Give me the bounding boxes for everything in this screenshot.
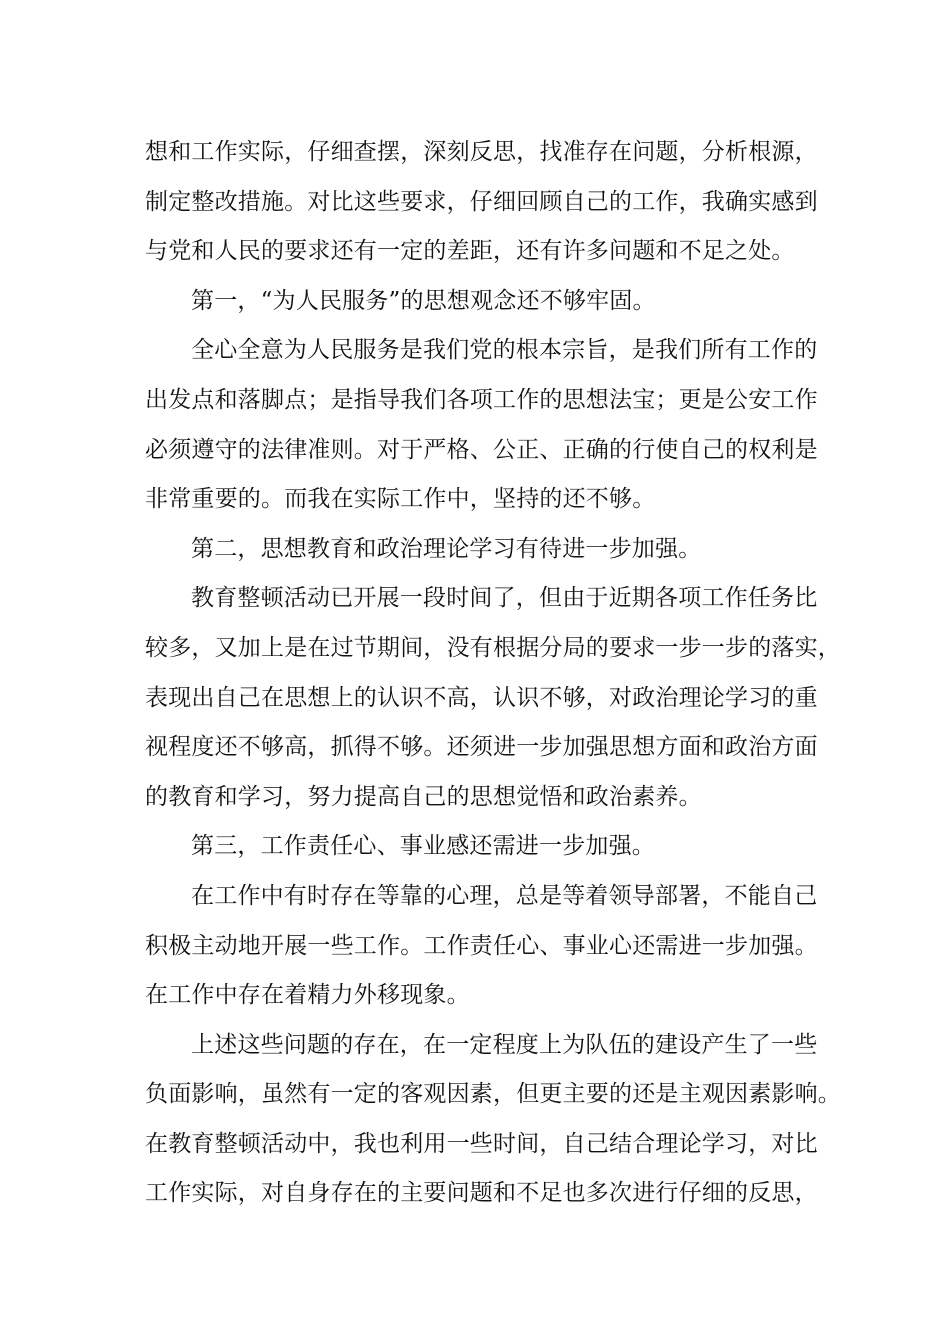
section-heading: 第三，工作责任心、事业感还需进一步加强。 [191,833,655,860]
text-line: 教育整顿活动已开展一段时间了，但由于近期各项工作任务比 [191,585,818,612]
text-line: 较多，又加上是在过节期间，没有根据分局的要求一步一步的落实， [145,634,841,661]
section-heading: 第二，思想教育和政治理论学习有待进一步加强。 [191,535,702,562]
text-line: 积极主动地开展一些工作。工作责任心、事业心还需进一步加强。 [145,932,818,959]
text-line: 工作实际，对自身存在的主要问题和不足也多次进行仔细的反思， [145,1180,818,1207]
text-line: 表现出自己在思想上的认识不高，认识不够，对政治理论学习的重 [145,684,818,711]
text-line: 必须遵守的法律准则。对于严格、公正、正确的行使自己的权利是 [145,436,818,463]
text-line: 想和工作实际，仔细查摆，深刻反思，找准存在问题，分析根源， [145,139,818,165]
text-line: 在工作中有时存在等靠的心理，总是等着领导部署，不能自己 [191,882,818,909]
text-line: 上述这些问题的存在，在一定程度上为队伍的建设产生了一些 [191,1031,818,1058]
text-line: 在工作中存在着精力外移现象。 [145,982,470,1009]
text-line: 制定整改措施。对比这些要求，仔细回顾自己的工作，我确实感到 [145,188,818,215]
text-line: 全心全意为人民服务是我们党的根本宗旨，是我们所有工作的 [191,337,818,364]
text-line: 与党和人民的要求还有一定的差距，还有许多问题和不足之处。 [145,238,795,265]
text-line: 的教育和学习，努力提高自己的思想觉悟和政治素养。 [145,783,702,810]
text-line: 负面影响，虽然有一定的客观因素，但更主要的还是主观因素影响。 [145,1081,841,1108]
section-heading: 第一，“为人民服务”的思想观念还不够牢固。 [191,287,656,314]
text-line: 在教育整顿活动中，我也利用一些时间，自己结合理论学习，对比 [145,1130,818,1157]
text-line: 非常重要的。而我在实际工作中，坚持的还不够。 [145,486,656,513]
text-line: 出发点和落脚点；是指导我们各项工作的思想法宝；更是公安工作 [145,386,818,413]
document-body [145,128,841,1219]
text-line: 视程度还不够高，抓得不够。还须进一步加强思想方面和政治方面 [145,734,818,761]
